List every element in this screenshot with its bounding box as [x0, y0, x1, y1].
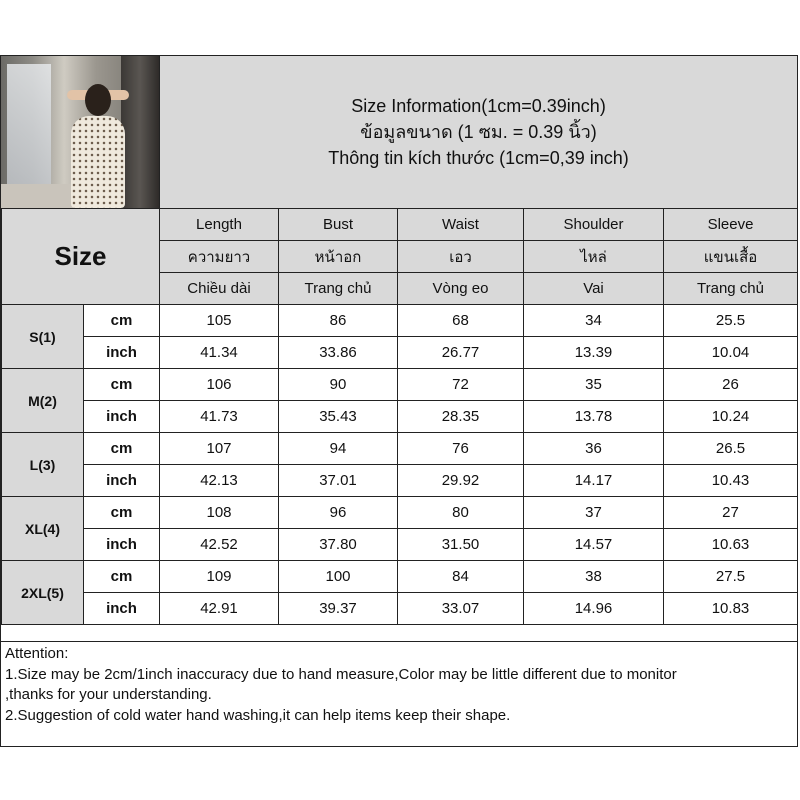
attention-heading: Attention:: [5, 645, 69, 662]
value-cell: 13.39: [524, 337, 664, 369]
attention-note: [1, 641, 797, 746]
size-label-cell: M(2): [2, 369, 84, 433]
value-cell: 96: [279, 497, 398, 529]
column-header-th: เอว: [398, 241, 524, 273]
table-row: [2, 561, 798, 593]
value-cell: 14.57: [524, 529, 664, 561]
column-header-vi: Vòng eo: [398, 273, 524, 305]
unit-cell: cm: [84, 433, 160, 465]
value-cell: 33.86: [279, 337, 398, 369]
value-cell: 109: [160, 561, 279, 593]
size-chart-sheet: [0, 55, 798, 747]
header-row-english: [2, 209, 798, 241]
value-cell: 35: [524, 369, 664, 401]
unit-cell: inch: [84, 337, 160, 369]
value-cell: 42.91: [160, 593, 279, 625]
size-label-cell: 2XL(5): [2, 561, 84, 625]
column-header-th: แขนเสื้อ: [664, 241, 798, 273]
photo-curtain: [121, 56, 159, 208]
unit-cell: inch: [84, 529, 160, 561]
value-cell: 37: [524, 497, 664, 529]
chart-header: [1, 56, 797, 209]
unit-cell: cm: [84, 561, 160, 593]
value-cell: 42.52: [160, 529, 279, 561]
value-cell: 107: [160, 433, 279, 465]
column-header-vi: Vai: [524, 273, 664, 305]
value-cell: 25.5: [664, 305, 798, 337]
value-cell: 29.92: [398, 465, 524, 497]
value-cell: 105: [160, 305, 279, 337]
attention-line: 2.Suggestion of cold water hand washing,it can help items keep their shape.: [5, 706, 511, 724]
value-cell: 76: [398, 433, 524, 465]
size-label-cell: S(1): [2, 305, 84, 369]
column-header-vi: Trang chủ: [664, 273, 798, 305]
value-cell: 37.80: [279, 529, 398, 561]
unit-cell: cm: [84, 497, 160, 529]
attention-line: ,thanks for your understanding.: [5, 686, 212, 703]
value-cell: 100: [279, 561, 398, 593]
value-cell: 10.43: [664, 465, 798, 497]
column-header-en: Length: [160, 209, 279, 241]
value-cell: 14.96: [524, 593, 664, 625]
value-cell: 106: [160, 369, 279, 401]
value-cell: 80: [398, 497, 524, 529]
value-cell: 86: [279, 305, 398, 337]
value-cell: 13.78: [524, 401, 664, 433]
column-header-th: ความยาว: [160, 241, 279, 273]
value-cell: 37.01: [279, 465, 398, 497]
value-cell: 26.5: [664, 433, 798, 465]
value-cell: 90: [279, 369, 398, 401]
value-cell: 41.34: [160, 337, 279, 369]
column-header-en: Shoulder: [524, 209, 664, 241]
column-header-en: Sleeve: [664, 209, 798, 241]
value-cell: 84: [398, 561, 524, 593]
value-cell: 68: [398, 305, 524, 337]
unit-cell: inch: [84, 593, 160, 625]
value-cell: 41.73: [160, 401, 279, 433]
unit-cell: cm: [84, 369, 160, 401]
size-label-cell: L(3): [2, 433, 84, 497]
column-header-vi: Chiều dài: [160, 273, 279, 305]
table-row: [2, 433, 798, 465]
table-row: [2, 337, 798, 369]
unit-cell: inch: [84, 465, 160, 497]
value-cell: 10.04: [664, 337, 798, 369]
value-cell: 39.37: [279, 593, 398, 625]
table-row: [2, 401, 798, 433]
title-vietnamese: Thông tin kích thước (1cm=0,39 inch): [328, 148, 629, 168]
value-cell: 10.63: [664, 529, 798, 561]
value-cell: 38: [524, 561, 664, 593]
size-label-cell: XL(4): [2, 497, 84, 561]
value-cell: 10.24: [664, 401, 798, 433]
product-photo: [1, 56, 160, 208]
photo-dress: [71, 116, 125, 208]
table-row: [2, 497, 798, 529]
size-info-title: [160, 56, 797, 208]
table-row: [2, 593, 798, 625]
value-cell: 108: [160, 497, 279, 529]
title-english: Size Information(1cm=0.39inch): [351, 96, 606, 116]
column-header-th: หน้าอก: [279, 241, 398, 273]
value-cell: 72: [398, 369, 524, 401]
table-row: [2, 529, 798, 561]
size-table: [1, 208, 798, 625]
value-cell: 36: [524, 433, 664, 465]
value-cell: 10.83: [664, 593, 798, 625]
value-cell: 14.17: [524, 465, 664, 497]
value-cell: 33.07: [398, 593, 524, 625]
table-row: [2, 369, 798, 401]
title-thai: ข้อมูลขนาด (1 ซม. = 0.39 นิ้ว): [360, 122, 597, 142]
unit-cell: cm: [84, 305, 160, 337]
value-cell: 35.43: [279, 401, 398, 433]
column-header-en: Waist: [398, 209, 524, 241]
attention-line: 1.Size may be 2cm/1inch inaccuracy due to hand measure,Color may be little different due to monitor: [5, 665, 677, 683]
photo-window: [7, 64, 51, 184]
table-row: [2, 305, 798, 337]
value-cell: 42.13: [160, 465, 279, 497]
column-header-en: Bust: [279, 209, 398, 241]
value-cell: 27: [664, 497, 798, 529]
value-cell: 94: [279, 433, 398, 465]
value-cell: 34: [524, 305, 664, 337]
value-cell: 31.50: [398, 529, 524, 561]
table-row: [2, 465, 798, 497]
column-header-th: ไหล่: [524, 241, 664, 273]
size-header: Size: [2, 209, 160, 305]
value-cell: 26.77: [398, 337, 524, 369]
value-cell: 28.35: [398, 401, 524, 433]
unit-cell: inch: [84, 401, 160, 433]
value-cell: 26: [664, 369, 798, 401]
photo-model-head: [85, 84, 111, 116]
column-header-vi: Trang chủ: [279, 273, 398, 305]
value-cell: 27.5: [664, 561, 798, 593]
